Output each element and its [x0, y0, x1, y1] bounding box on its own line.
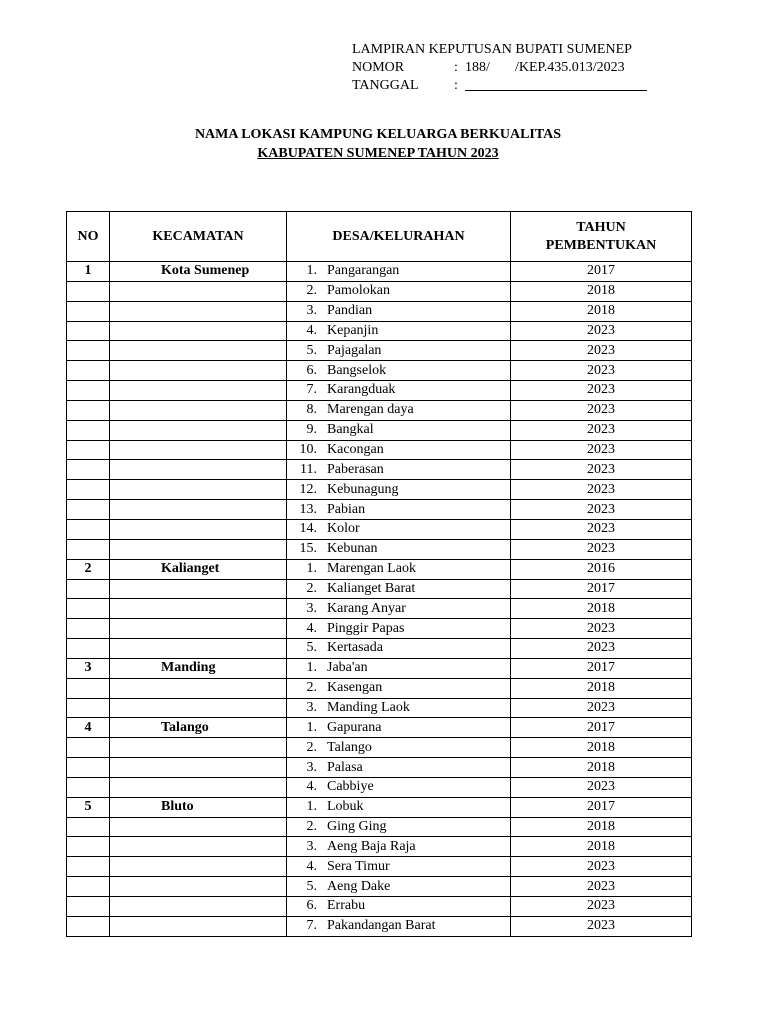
header-line-tanggal [352, 77, 647, 95]
desa-number: 2. [306, 580, 317, 596]
desa-name: Pabian [327, 501, 366, 517]
desa-name: Bangkal [327, 422, 374, 438]
desa-name: Aeng Baja Raja [327, 838, 416, 854]
title-line-2: KABUPATEN SUMENEP TAHUN 2023 [257, 146, 499, 161]
desa-name: Marengan daya [327, 402, 414, 418]
cell-desa [287, 262, 511, 282]
cell-desa [287, 678, 511, 698]
cell-no [67, 361, 110, 381]
cell-kecamatan [110, 281, 287, 301]
cell-no [67, 777, 110, 797]
cell-kecamatan: Talango [110, 718, 287, 738]
table-row [67, 301, 692, 321]
cell-no [67, 599, 110, 619]
cell-tahun: 2023 [511, 460, 692, 480]
desa-name: Kebunan [327, 541, 378, 557]
table-row [67, 400, 692, 420]
table-body [67, 262, 692, 937]
kampung-kb-table [66, 211, 692, 937]
cell-desa [287, 460, 511, 480]
cell-no [67, 678, 110, 698]
desa-number: 2. [306, 680, 317, 696]
desa-name: Pamolokan [327, 283, 390, 299]
header-tahun-line1: TAHUN [576, 219, 626, 235]
table-row [67, 758, 692, 778]
nomor-label: NOMOR [352, 60, 405, 75]
desa-number: 13. [299, 501, 317, 517]
desa-name: Karang Anyar [327, 600, 406, 616]
title-line-1: NAMA LOKASI KAMPUNG KELUARGA BERKUALITAS [194, 127, 562, 142]
tanggal-blank-line [465, 77, 647, 91]
document-title [0, 125, 756, 163]
table-row [67, 738, 692, 758]
cell-desa [287, 539, 511, 559]
cell-tahun: 2017 [511, 718, 692, 738]
desa-name: Pajagalan [327, 342, 382, 358]
cell-tahun: 2017 [511, 579, 692, 599]
cell-kecamatan [110, 698, 287, 718]
cell-kecamatan: Kalianget [110, 559, 287, 579]
lampiran-text: LAMPIRAN KEPUTUSAN BUPATI SUMENEP [352, 42, 632, 57]
cell-kecamatan [110, 599, 287, 619]
document-header [352, 41, 647, 95]
desa-name: Errabu [327, 898, 366, 914]
cell-desa [287, 361, 511, 381]
table-row [67, 460, 692, 480]
desa-name: Kolor [327, 521, 360, 537]
cell-kecamatan [110, 341, 287, 361]
cell-no [67, 619, 110, 639]
table-row [67, 361, 692, 381]
cell-kecamatan [110, 758, 287, 778]
cell-no [67, 321, 110, 341]
cell-desa [287, 698, 511, 718]
desa-name: Paberasan [327, 461, 384, 477]
cell-no: 5 [67, 797, 110, 817]
cell-kecamatan [110, 500, 287, 520]
desa-name: Karangduak [327, 382, 396, 398]
desa-number: 3. [306, 303, 317, 319]
cell-no [67, 639, 110, 659]
table-row [67, 539, 692, 559]
cell-no: 1 [67, 262, 110, 282]
cell-kecamatan [110, 361, 287, 381]
cell-desa [287, 817, 511, 837]
header-kecamatan: KECAMATAN [110, 212, 287, 262]
cell-kecamatan: Bluto [110, 797, 287, 817]
cell-no [67, 758, 110, 778]
cell-desa [287, 777, 511, 797]
desa-name: Pandian [327, 303, 373, 319]
cell-kecamatan [110, 738, 287, 758]
desa-number: 4. [306, 322, 317, 338]
cell-desa [287, 480, 511, 500]
desa-name: Pinggir Papas [327, 620, 405, 636]
desa-name: Kebunagung [327, 481, 399, 497]
cell-desa [287, 579, 511, 599]
cell-no: 4 [67, 718, 110, 738]
header-line-lampiran [352, 41, 647, 59]
cell-kecamatan [110, 480, 287, 500]
cell-kecamatan [110, 301, 287, 321]
desa-number: 1. [306, 263, 317, 279]
desa-number: 6. [306, 898, 317, 914]
cell-no [67, 877, 110, 897]
table-row [67, 619, 692, 639]
cell-desa [287, 857, 511, 877]
desa-number: 4. [306, 620, 317, 636]
cell-tahun: 2023 [511, 440, 692, 460]
cell-tahun: 2016 [511, 559, 692, 579]
desa-name: Kertasada [327, 640, 383, 656]
cell-desa [287, 599, 511, 619]
cell-tahun: 2023 [511, 341, 692, 361]
cell-tahun: 2023 [511, 420, 692, 440]
cell-kecamatan [110, 321, 287, 341]
cell-no: 2 [67, 559, 110, 579]
table-row [67, 877, 692, 897]
cell-no [67, 579, 110, 599]
desa-number: 2. [306, 739, 317, 755]
cell-kecamatan [110, 420, 287, 440]
desa-name: Ging Ging [327, 819, 387, 835]
cell-tahun: 2017 [511, 262, 692, 282]
table-row [67, 420, 692, 440]
table-row [67, 916, 692, 936]
cell-desa [287, 281, 511, 301]
cell-no [67, 341, 110, 361]
cell-kecamatan [110, 539, 287, 559]
cell-desa [287, 877, 511, 897]
desa-number: 14. [299, 521, 317, 537]
cell-desa [287, 619, 511, 639]
cell-tahun: 2023 [511, 639, 692, 659]
cell-desa [287, 500, 511, 520]
desa-number: 3. [306, 759, 317, 775]
header-no: NO [67, 212, 110, 262]
cell-no [67, 381, 110, 401]
header-tahun-line2: PEMBENTUKAN [545, 237, 657, 253]
desa-name: Pangarangan [327, 263, 400, 279]
desa-number: 5. [306, 342, 317, 358]
nomor-colon: : [454, 60, 458, 75]
desa-name: Bangselok [327, 362, 387, 378]
cell-tahun: 2018 [511, 281, 692, 301]
table-row [67, 777, 692, 797]
desa-name: Palasa [327, 759, 363, 775]
desa-name: Cabbiye [327, 779, 374, 795]
cell-desa [287, 639, 511, 659]
cell-no [67, 480, 110, 500]
cell-kecamatan [110, 460, 287, 480]
table-row [67, 599, 692, 619]
table-row [67, 639, 692, 659]
cell-tahun: 2023 [511, 916, 692, 936]
desa-number: 4. [306, 779, 317, 795]
cell-tahun: 2023 [511, 897, 692, 917]
cell-no [67, 539, 110, 559]
table-row [67, 381, 692, 401]
tanggal-colon: : [454, 78, 458, 93]
table-row [67, 698, 692, 718]
cell-tahun: 2018 [511, 301, 692, 321]
tanggal-label: TANGGAL [352, 78, 419, 93]
table-row [67, 281, 692, 301]
table-row [67, 837, 692, 857]
cell-kecamatan [110, 678, 287, 698]
desa-number: 2. [306, 819, 317, 835]
desa-name: Kepanjin [327, 322, 379, 338]
cell-desa [287, 837, 511, 857]
table-row [67, 797, 692, 817]
cell-kecamatan [110, 817, 287, 837]
cell-tahun: 2018 [511, 678, 692, 698]
cell-desa [287, 658, 511, 678]
table-row [67, 817, 692, 837]
cell-desa [287, 420, 511, 440]
cell-tahun: 2023 [511, 400, 692, 420]
cell-tahun: 2023 [511, 361, 692, 381]
desa-number: 3. [306, 699, 317, 715]
desa-name: Kacongan [327, 442, 384, 458]
cell-tahun: 2023 [511, 519, 692, 539]
desa-number: 7. [306, 382, 317, 398]
table-row [67, 897, 692, 917]
cell-kecamatan [110, 440, 287, 460]
cell-tahun: 2023 [511, 500, 692, 520]
cell-no [67, 519, 110, 539]
cell-desa [287, 897, 511, 917]
desa-name: Talango [327, 739, 372, 755]
desa-number: 1. [306, 561, 317, 577]
cell-kecamatan [110, 897, 287, 917]
desa-number: 4. [306, 858, 317, 874]
desa-name: Jaba'an [327, 660, 368, 676]
cell-tahun: 2023 [511, 381, 692, 401]
cell-desa [287, 519, 511, 539]
cell-desa [287, 559, 511, 579]
cell-kecamatan [110, 877, 287, 897]
cell-tahun: 2018 [511, 758, 692, 778]
table-header-row [67, 212, 692, 262]
nomor-number: 188/ [465, 60, 490, 75]
desa-number: 1. [306, 799, 317, 815]
cell-no [67, 738, 110, 758]
cell-kecamatan [110, 400, 287, 420]
cell-kecamatan [110, 579, 287, 599]
cell-tahun: 2018 [511, 837, 692, 857]
cell-tahun: 2017 [511, 658, 692, 678]
cell-tahun: 2018 [511, 599, 692, 619]
table-row [67, 440, 692, 460]
cell-no [67, 500, 110, 520]
table-row [67, 718, 692, 738]
cell-no [67, 837, 110, 857]
cell-tahun: 2023 [511, 539, 692, 559]
table-row [67, 579, 692, 599]
table-row [67, 500, 692, 520]
cell-no [67, 916, 110, 936]
cell-kecamatan: Manding [110, 658, 287, 678]
cell-desa [287, 321, 511, 341]
desa-number: 6. [306, 362, 317, 378]
desa-number: 1. [306, 660, 317, 676]
cell-kecamatan [110, 857, 287, 877]
cell-no [67, 440, 110, 460]
cell-desa [287, 738, 511, 758]
desa-number: 2. [306, 283, 317, 299]
cell-tahun: 2023 [511, 480, 692, 500]
cell-no [67, 400, 110, 420]
desa-number: 15. [299, 541, 317, 557]
cell-no [67, 698, 110, 718]
desa-number: 8. [306, 402, 317, 418]
desa-name: Lobuk [327, 799, 364, 815]
cell-desa [287, 381, 511, 401]
cell-no [67, 301, 110, 321]
table-row [67, 262, 692, 282]
desa-name: Marengan Laok [327, 561, 417, 577]
cell-no [67, 420, 110, 440]
cell-tahun: 2017 [511, 797, 692, 817]
cell-no [67, 460, 110, 480]
desa-name: Kalianget Barat [327, 580, 416, 596]
cell-tahun: 2023 [511, 619, 692, 639]
cell-no [67, 857, 110, 877]
table-row [67, 321, 692, 341]
desa-number: 1. [306, 719, 317, 735]
header-desa: DESA/KELURAHAN [287, 212, 511, 262]
cell-desa [287, 440, 511, 460]
table-row [67, 678, 692, 698]
desa-number: 10. [299, 442, 317, 458]
cell-desa [287, 400, 511, 420]
desa-name: Aeng Dake [327, 878, 391, 894]
cell-no: 3 [67, 658, 110, 678]
cell-tahun: 2018 [511, 738, 692, 758]
cell-kecamatan [110, 381, 287, 401]
desa-name: Gapurana [327, 719, 382, 735]
desa-number: 5. [306, 640, 317, 656]
cell-tahun: 2023 [511, 698, 692, 718]
header-tahun [511, 212, 692, 262]
cell-kecamatan [110, 777, 287, 797]
table-row [67, 559, 692, 579]
desa-number: 7. [306, 918, 317, 934]
table-row [67, 480, 692, 500]
cell-kecamatan [110, 519, 287, 539]
cell-tahun: 2023 [511, 777, 692, 797]
cell-no [67, 281, 110, 301]
desa-number: 11. [300, 461, 317, 477]
cell-tahun: 2023 [511, 877, 692, 897]
table-row [67, 341, 692, 361]
cell-tahun: 2023 [511, 857, 692, 877]
desa-name: Kasengan [327, 680, 383, 696]
cell-desa [287, 301, 511, 321]
cell-desa [287, 758, 511, 778]
table-row [67, 857, 692, 877]
cell-desa [287, 718, 511, 738]
desa-name: Pakandangan Barat [327, 918, 436, 934]
cell-desa [287, 341, 511, 361]
desa-number: 12. [299, 481, 317, 497]
cell-tahun: 2018 [511, 817, 692, 837]
cell-no [67, 817, 110, 837]
cell-desa [287, 916, 511, 936]
nomor-code: /KEP.435.013/2023 [515, 60, 625, 75]
cell-no [67, 897, 110, 917]
desa-name: Manding Laok [327, 699, 410, 715]
cell-kecamatan [110, 639, 287, 659]
desa-number: 3. [306, 600, 317, 616]
cell-kecamatan: Kota Sumenep [110, 262, 287, 282]
header-line-nomor [352, 59, 647, 77]
cell-desa [287, 797, 511, 817]
cell-kecamatan [110, 916, 287, 936]
table-row [67, 658, 692, 678]
cell-kecamatan [110, 837, 287, 857]
desa-number: 9. [306, 422, 317, 438]
desa-number: 5. [306, 878, 317, 894]
desa-number: 3. [306, 838, 317, 854]
cell-tahun: 2023 [511, 321, 692, 341]
cell-kecamatan [110, 619, 287, 639]
desa-name: Sera Timur [327, 858, 390, 874]
table-row [67, 519, 692, 539]
